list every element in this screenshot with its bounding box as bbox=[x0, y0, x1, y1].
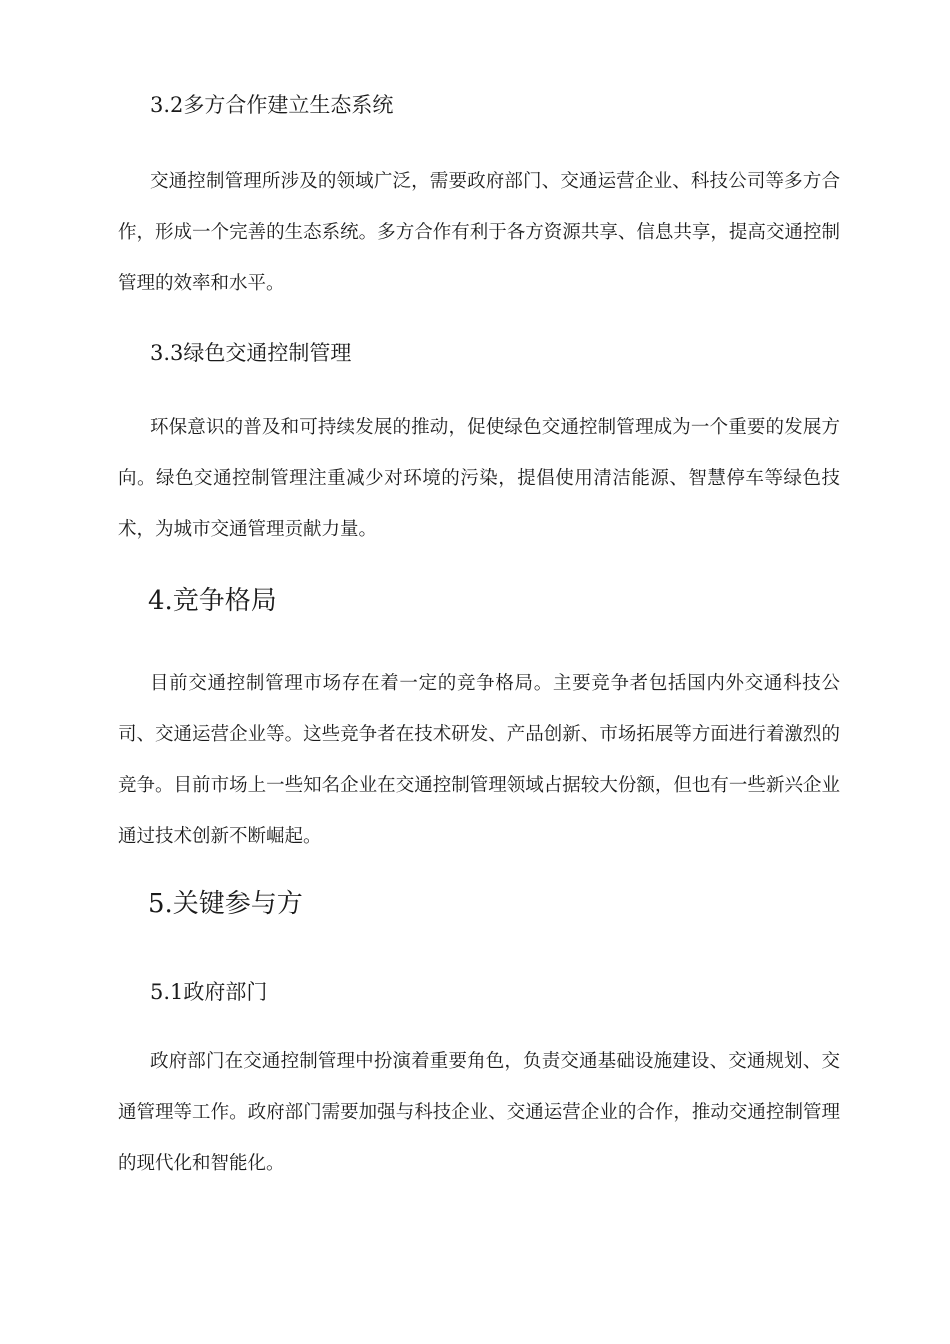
section-paragraph-3-2: 交通控制管理所涉及的领域广泛，需要政府部门、交通运营企业、科技公司等多方合作，形成一个完善的生态系统。多方合作有利于各方资源共享、信息共享，提高交通控制管理的效率和水平。 bbox=[118, 171, 840, 294]
section-heading-3-3: 3.3绿色交通控制管理 bbox=[150, 341, 352, 365]
section-heading-5: 5.关键参与方 bbox=[148, 889, 303, 919]
section-paragraph-3-3: 环保意识的普及和可持续发展的推动，促使绿色交通控制管理成为一个重要的发展方向。绿色交通控制管理注重减少对环境的污染，提倡使用清洁能源、智慧停车等绿色技术，为城市交通管理贡献力量。 bbox=[118, 417, 840, 540]
section-heading-5-1: 5.1政府部门 bbox=[150, 980, 268, 1004]
section-paragraph-4: 目前交通控制管理市场存在着一定的竞争格局。主要竞争者包括国内外交通科技公司、交通运营企业等。这些竞争者在技术研发、产品创新、市场拓展等方面进行着激烈的竞争。目前市场上一些知名企业在交通控制管理领域占据较大份额，但也有一些新兴企业通过技术创新不断崛起。 bbox=[118, 673, 840, 847]
section-heading-4: 4.竞争格局 bbox=[148, 586, 277, 616]
section-paragraph-5-1: 政府部门在交通控制管理中扮演着重要角色，负责交通基础设施建设、交通规划、交通管理等工作。政府部门需要加强与科技企业、交通运营企业的合作，推动交通控制管理的现代化和智能化。 bbox=[118, 1051, 840, 1174]
section-heading-3-2: 3.2多方合作建立生态系统 bbox=[150, 93, 394, 117]
